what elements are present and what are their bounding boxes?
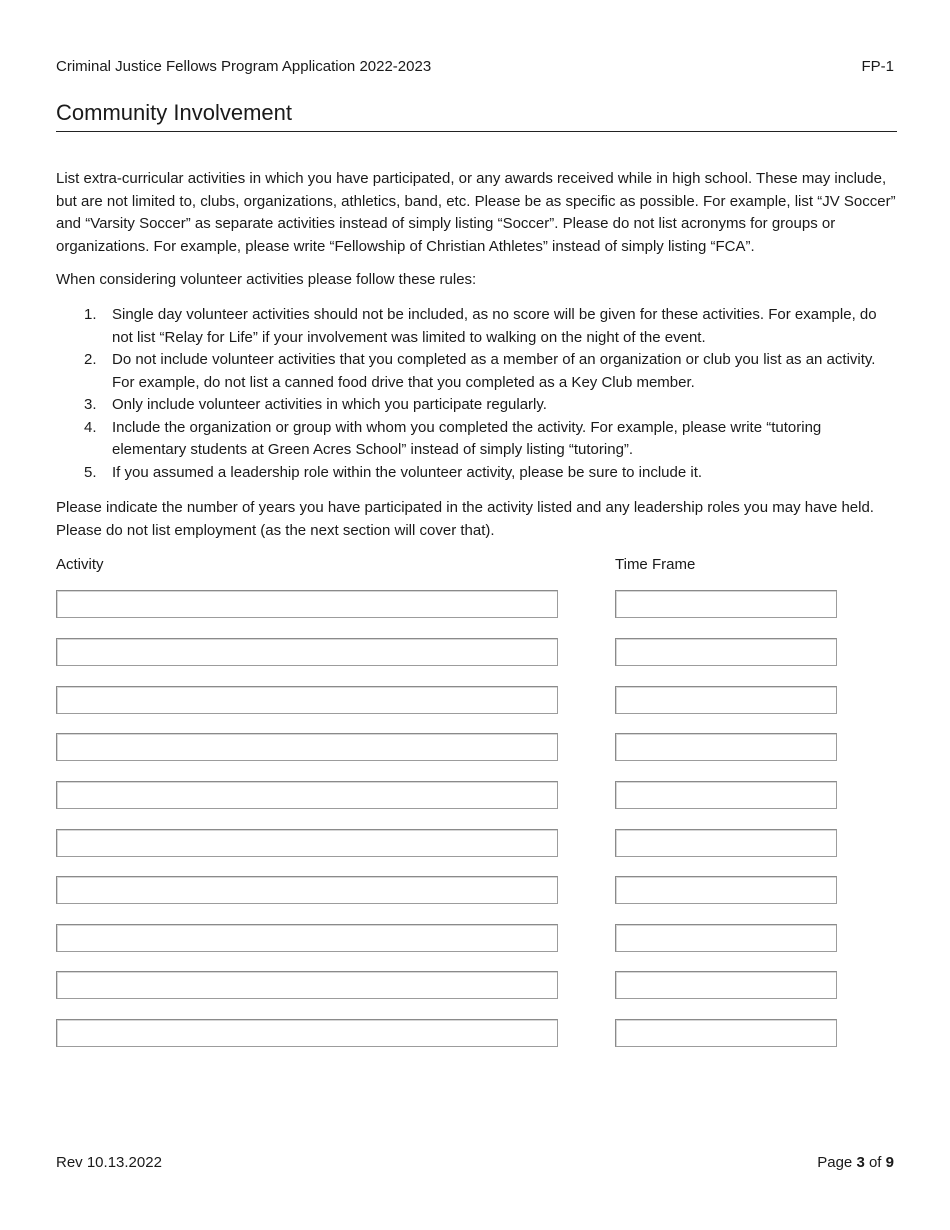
time-frame-field-4[interactable] [615, 733, 837, 761]
section-title: Community Involvement [56, 100, 292, 125]
rule-item [56, 417, 896, 462]
time-frame-field-5[interactable] [615, 781, 837, 809]
section-divider [56, 131, 897, 132]
revision-date: Rev 10.13.2022 [56, 1154, 162, 1171]
rule-text: Only include volunteer activities in which you participate regularly. [112, 396, 547, 413]
activity-field-10[interactable] [56, 1019, 558, 1047]
activity-field-2[interactable] [56, 638, 558, 666]
time-frame-field-10[interactable] [615, 1019, 837, 1047]
rule-text: Include the organization or group with whom you completed the activity. For example, please write “tutoring elementary students at Green Acres School” instead of simply listing “tutoring”. [112, 418, 822, 458]
volunteer-rules-list [56, 304, 896, 484]
time-frame-field-6[interactable] [615, 829, 837, 857]
activity-field-9[interactable] [56, 971, 558, 999]
page-word: Page [817, 1154, 853, 1171]
rule-item [56, 462, 896, 485]
activity-field-1[interactable] [56, 590, 558, 618]
activity-field-6[interactable] [56, 829, 558, 857]
page-total: 9 [885, 1154, 894, 1171]
activity-field-7[interactable] [56, 876, 558, 904]
time-frame-field-7[interactable] [615, 876, 837, 904]
rule-text: Do not include volunteer activities that you completed as a member of an organization or club you list as an activity. For example, do not list a canned food drive that you completed as a Key Club member. [112, 351, 876, 391]
rule-text: If you assumed a leadership role within the volunteer activity, please be sure to include it. [112, 463, 703, 481]
page-number [817, 1154, 894, 1171]
time-frame-column-label: Time Frame [615, 556, 696, 573]
activity-field-4[interactable] [56, 733, 558, 761]
page-of: of [868, 1154, 882, 1171]
form-code: FP-1 [861, 58, 894, 75]
activity-column-label: Activity [56, 556, 104, 573]
document-header-title: Criminal Justice Fellows Program Application 2022-2023 [56, 58, 432, 75]
rule-number: 3. [84, 396, 97, 413]
time-frame-field-8[interactable] [615, 924, 837, 952]
rule-item [56, 304, 896, 349]
rule-number: 4. [84, 418, 97, 436]
activity-field-8[interactable] [56, 924, 558, 952]
years-instructions: Please indicate the number of years you have participated in the activity listed and any leadership roles you may have held. Please do not list employment (as the next section will cover that). [56, 499, 874, 539]
time-frame-field-2[interactable] [615, 638, 837, 666]
time-frame-field-3[interactable] [615, 686, 837, 714]
volunteer-rules-intro: When considering volunteer activities please follow these rules: [56, 271, 477, 288]
intro-paragraph: List extra-curricular activities in which you have participated, or any awards received while in high school. These may include, but are not limited to, clubs, organizations, athletics, band, etc. Please be as specific as possible. For example, list “JV Soccer” and “Varsity Soccer” as separate activities instead of simply listing “Soccer”. Please do not list acronyms for groups or organizations. For example, please write “Fellowship of Christian Athletes” instead of simply listing “FCA”. [56, 170, 896, 255]
time-frame-field-1[interactable] [615, 590, 837, 618]
time-frame-field-9[interactable] [615, 971, 837, 999]
rule-item [56, 394, 896, 417]
page-current: 3 [856, 1154, 865, 1171]
rule-number: 2. [84, 351, 97, 368]
activity-field-5[interactable] [56, 781, 558, 809]
rule-number: 1. [84, 306, 97, 323]
rule-text: Single day volunteer activities should not be included, as no score will be given for these activities. For example, do not list “Relay for Life” if your involvement was limited to walking on the night of the event. [112, 306, 877, 346]
rule-number: 5. [84, 463, 97, 481]
activity-field-3[interactable] [56, 686, 558, 714]
rule-item [56, 349, 896, 394]
